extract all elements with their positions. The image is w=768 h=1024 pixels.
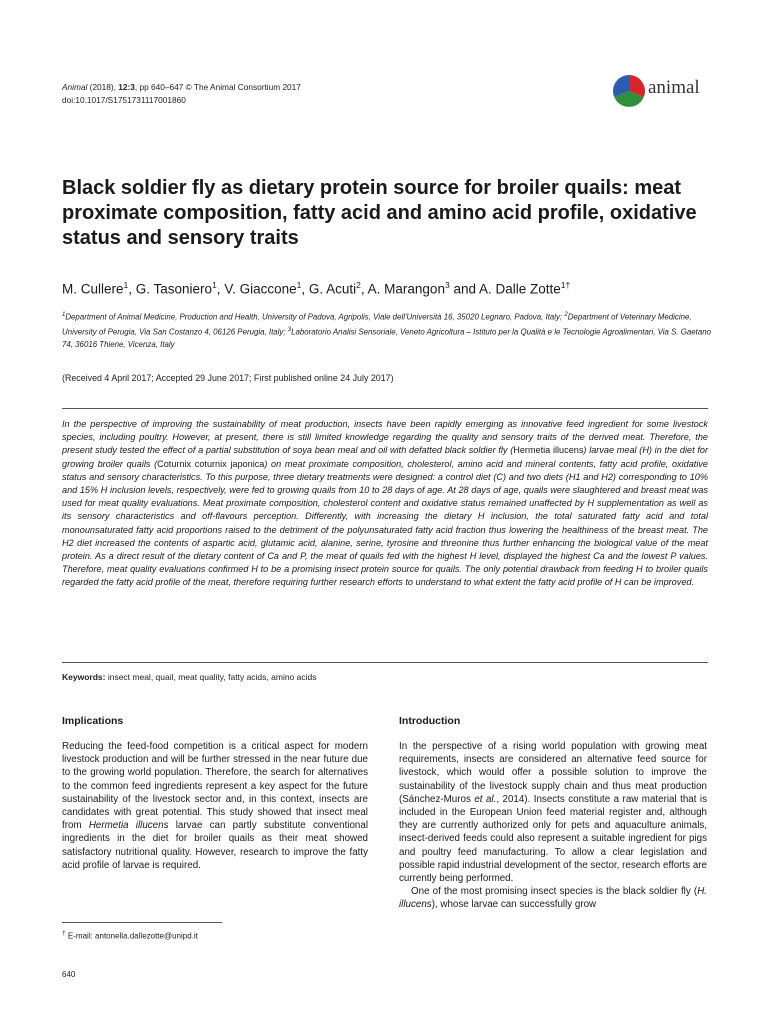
doi[interactable]: doi:10.1017/S1751731117001860 — [62, 95, 186, 105]
author-affiliation-mark: 2 — [356, 280, 361, 290]
footnote-rule — [62, 922, 222, 923]
introduction-body — [399, 740, 707, 912]
author-list: M. Cullere$^1$, G. Tasoniero$^1$, V. Giaccone$^1$, G. Acuti$^2$, A. Marangon$^3$ and A. Dalle Zotte$^{1\dagger}$ — [62, 280, 571, 297]
affiliation-text: Department of Veterinary Medicine, University of Perugia, Via San Costanzo 4, 06126 Perugia, Italy; — [62, 312, 692, 337]
logo-word: animal — [648, 77, 700, 98]
author-affiliation-mark: 1 — [296, 280, 302, 290]
affiliation-text: Department of Animal Medicine, Production and Health, University of Padova, Agripolis, Viale dell'Università 16, 35020 Legnaro, Padova, Italy; — [65, 312, 565, 322]
abstract-bottom-rule — [62, 662, 708, 663]
author-affiliation-mark: 1 — [212, 280, 217, 290]
logo-circle-icon — [612, 74, 646, 108]
affiliation-mark: 2 — [564, 312, 568, 318]
abstract: In the perspective of improving the sustainability of meat production, insects have been rapidly emerging as innovative feed ingredient for some livestock species, including poultry. However, at present, there is still limited knowledge regarding the quality and sensory traits of the derived meat. Therefore, the present study tested the effect of a partial substitution of soya bean meal and oil with defatted black soldier fly (Hermetia illucens) larvae meal (H) in the diet for growing broiler quails (Coturnix coturnix japonica) on meat proximate composition, cholesterol, amino acid and mineral contents, fatty acid profile, oxidative status and sensory characteristics. To this purpose, three dietary treatments were designed: a control diet (C) and two diets (H1 and H2) corresponding to 10% and 15% H inclusion levels, respectively, were fed to growing quails from 10 to 28 days of age. At 28 days of age, quails were slaughtered and breast meat was used for meat quality evaluations. Meat proximate composition, cholesterol content and oxidative status remained unaffected by H supplementation as well as its sensory characteristics and off-flavours perception. Differently, with increasing the dietary H inclusion, the total saturated fatty acid and total monounsaturated fatty acid proportions raised to the detriment of the polyunsaturated fatty acid fraction thus lowering the healthiness of the breast meat. The H2 diet increased the contents of aspartic acid, glutamic acid, alanine, serine, tyrosine and threonine thus further enhancing the biological value of the meat protein. As a direct result of the dietary content of Ca and P, the meat of quails fed with the highest H level, displayed the highest Ca and the lowest P values. Therefore, meat quality evaluations confirmed H to be a promising insect protein source for quails. The only potential drawback from feeding H to broiler quails regarded the fatty acid profile of the meat, therefore requiring further research efforts to understand to what extent the fatty acid profile of H can be improved. — [62, 419, 709, 588]
affiliations — [62, 309, 712, 352]
intro-paragraph-1: In the perspective of a rising world population with growing meat requirements, insects are considered an alternative feed source for livestock, which would offer a possible solution to improve the sustainability of the livestock supply chain and thus meat production (Sánchez-Muros et al., 2014). Insects constitute a raw material that is included in the European Union feed material register and, although they are currently authorized only for pets and aquaculture animals, insect-derived feeds could also represent a suitable ingredient for pigs and poultry feed manufacturing. To allow a clear legislation and possible rapid industrial development of the sector, research efforts are currently being performed. — [399, 741, 707, 885]
email[interactable]: E-mail: antonella.dallezotte@unipd.it — [65, 931, 198, 941]
citation-line: Animal (2018), 12:3, pp 640–647 © The Animal Consortium 2017 — [62, 82, 301, 92]
affiliation-mark: 3 — [287, 327, 292, 334]
author-name: V. Giaccone — [224, 281, 297, 297]
page-number: 640 — [62, 970, 76, 979]
author-name: G. Tasoniero — [135, 281, 213, 297]
author-name: G. Acuti — [308, 281, 357, 297]
author-affiliation-mark: 1 — [123, 280, 129, 290]
abstract-top-rule — [62, 408, 708, 409]
species-name: Hermetia illucens — [88, 820, 169, 832]
author-name: M. Cullere — [62, 281, 124, 297]
implications-body — [62, 740, 368, 872]
implications-heading: Implications — [62, 715, 124, 727]
species-name: Coturnix coturnix japonica — [157, 458, 265, 469]
implications-paragraph: Reducing the feed-food competition is a critical aspect for modern livestock production and will be further stressed in the near future due to the growing world population. Therefore, the search for alternatives to the common feed ingredients represent a key aspect for the future sustainability of the livestock sector and, in this context, insects are candidates with great potential. This study showed that insect meal from Hermetia illucens larvae can partly substitute conventional ingredients in the diet for broiler quails as their meat showed satisfactory nutritional quality. However, research to improve the fatty acid profile of larvae is required. — [62, 741, 368, 871]
species-name: H. illucens — [399, 886, 707, 911]
journal-name: Animal — [62, 82, 88, 92]
species-name: Hermetia illucens — [513, 445, 584, 456]
author-affiliation-mark: 1† — [560, 280, 571, 290]
affiliation-text: Laboratorio Analisi Sensoriale, Veneto Agricoltura – Istituto per la Qualità e le Tecnologie Agroalimentari, Via S. Gaetano 74, 36016 Thiene, Vicenza, Italy — [62, 327, 712, 350]
received-dates: (Received 4 April 2017; Accepted 29 June 2017; First published online 24 July 2017) — [62, 373, 394, 383]
paper-title: Black soldier fly as dietary protein source for broiler quails: meat proximate composition, fatty acid and amino acid profile, oxidative status and sensory traits — [62, 177, 697, 249]
author-name: A. Marangon — [367, 281, 445, 297]
author-name: A. Dalle Zotte — [478, 281, 561, 297]
animal-logo — [612, 71, 712, 111]
author-affiliation-mark: 3 — [444, 280, 450, 290]
keywords: Keywords: insect meal, quail, meat quality, fatty acids, amino acids — [62, 672, 317, 682]
introduction-heading: Introduction — [399, 715, 461, 727]
affiliation-mark: 1 — [62, 312, 66, 318]
footnote: † E-mail: antonella.dallezotte@unipd.it — [62, 930, 198, 941]
citation-header — [62, 81, 301, 107]
intro-paragraph-2: One of the most promising insect species is the black soldier fly (H. illucens), whose larvae can successfully grow — [399, 886, 707, 911]
